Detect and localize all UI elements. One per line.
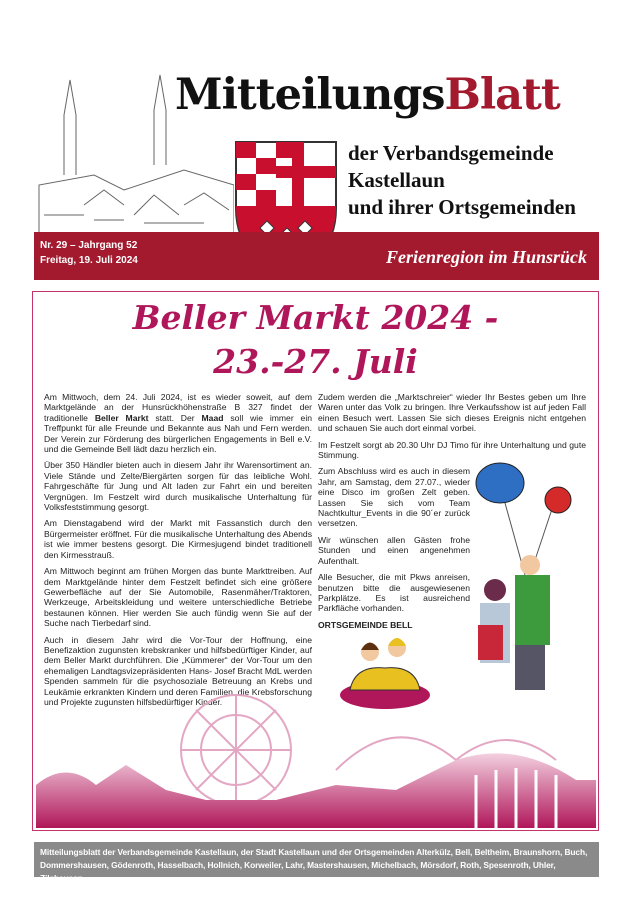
paragraph: Über 350 Händler bieten auch in diesem Jahr ihr Warensortiment an. Viele Stände und Zelte/Biergärten sorgen für das leibliche Wohl. Fahrgeschäfte für Jung und Alt laden zur Fahrt ein und bereiten Vergnügen. Im Festzelt wird durch musikalische Unterhaltung für Volksfeststimmung gesorgt. — [44, 460, 312, 513]
masthead-title — [175, 70, 560, 120]
title-red-part: Blatt — [444, 70, 560, 120]
article-signature: ORTSGEMEINDE BELL — [318, 619, 413, 630]
masthead-subtitle — [348, 140, 576, 221]
paragraph: Am Dienstagabend wird der Markt mit Fassanstich durch den Bürgermeister eröffnet. Für die musikalische Unterhaltung des Abends ist wie immer bestens gesorgt. Die Kirmesjugend bindet traditionell den Kirmesstrauß. — [44, 518, 312, 560]
paragraph: Auch in diesem Jahr wird die Vor-Tour der Hoffnung, eine Benefizaktion zugunsten krebskranker und hilfsbedürftiger Kinder, auf dem Beller Markt durchführen. Die „Kümmerer“ der Vor-Tour um den ehemaligen Landtagsvizepräsidenten Hans- Josef Bracht MdL werden Spenden sammeln für die psychosoziale Betreuung an Krebs und Leukämie erkrankten Kindern und deren Familien, die Krebsforschung und Projekte zugunsten hilfsbedürftiger Kinder. — [44, 634, 312, 707]
headline-line: Beller Markt 2024 - — [132, 298, 499, 337]
subtitle-line: der Verbandsgemeinde — [348, 141, 554, 165]
text: soll wie immer ein Treffpunkt für alle Freunde und Bekannte aus Nah und Fern werden. Der Verein zur Förderung des bürgerlichen Engagements in Bell e.V. und die Gemeinde Bell lädt dazu herzlich ein. — [44, 412, 313, 455]
title-black-part: Mitteilungs — [175, 70, 445, 120]
issue-number: Nr. 29 – Jahrgang 52 — [40, 240, 138, 251]
subtitle-line: Kastellaun — [348, 168, 445, 192]
text: statt. Der — [148, 412, 202, 423]
bold-text: Maad — [201, 412, 224, 423]
article-headline — [32, 296, 599, 384]
paragraph: Wir wünschen allen Gästen frohe Stunden und einen angenehmen Aufenthalt. — [318, 534, 470, 566]
paragraph: Zudem werden die „Marktschreier“ wieder Ihr Bestes geben um Ihre Waren unter das Volk zu bringen. Ihre Verkaufsshow ist auf jeden Fall einen Besuch wert. Lassen Sie sich dieses Ereignis nicht entgehen und schauen Sie auch dort einmal vorbei. — [318, 392, 586, 434]
bold-text: Beller Markt — [94, 412, 149, 423]
family-balloons-illustration — [470, 455, 590, 695]
paragraph — [44, 392, 312, 454]
text: Am Mittwoch, dem 24. Juli 2024, ist es wieder soweit, auf dem Marktgelände an der Hunsrückhöhenstraße B 327 findet der traditionelle — [44, 392, 312, 423]
footer-publication-info: Mitteilungsblatt der Verbandsgemeinde Kastellaun, der Stadt Kastellaun und der Ortsgemeinden Alterkülz, Bell, Beltheim, Braunshorn, Buch, Dommershausen, Gödenroth, Hasselbach, Hollnich, Korweiler, Lahr, Mastershausen, Michelbach, Mörsdorf, Roth, Spesenroth, Uhler, Zilshausen — [34, 842, 599, 877]
paragraph: Am Mittwoch beginnt am frühen Morgen das bunte Markttreiben. Auf dem Marktgelände hinter dem Festzelt befindet sich eine größere Gewerbefläche auf der Sie Automobile, Rasenmäher/Traktoren, Werkzeuge, Arbeitskleidung und weitere unterschiedliche Betriebe bestaunen können. Hier werden Sie auch fündig wenn Sie auf der Suche nach Tierbedarf sind. — [44, 566, 312, 629]
subtitle-line: und ihrer Ortsgemeinden — [348, 195, 576, 219]
issue-info — [40, 238, 138, 268]
paragraph: Im Festzelt sorgt ab 20.30 Uhr DJ Timo für ihre Unterhaltung und gute Stimmung. — [318, 439, 586, 461]
paragraph: Alle Besucher, die mit Pkws anreisen, benutzen bitte die ausgewiesenen Parkplätze. Es ist ausreichend Parkfläche vorhanden. — [318, 572, 470, 614]
headline-line: 23.-27. Juli — [213, 342, 418, 381]
issue-date: Freitag, 19. Juli 2024 — [40, 255, 138, 266]
paragraph: Zum Abschluss wird es auch in diesem Jahr, am Samstag, dem 27.07., wieder eine Disco im großen Zelt geben. Lassen Sie sich vom Team Nachtkultur_Events in die 90´er zurück versetzen. — [318, 466, 470, 529]
region-slogan: Ferienregion im Hunsrück — [385, 247, 587, 267]
article-column-1 — [44, 392, 312, 713]
fairground-silhouette-illustration — [36, 690, 596, 828]
